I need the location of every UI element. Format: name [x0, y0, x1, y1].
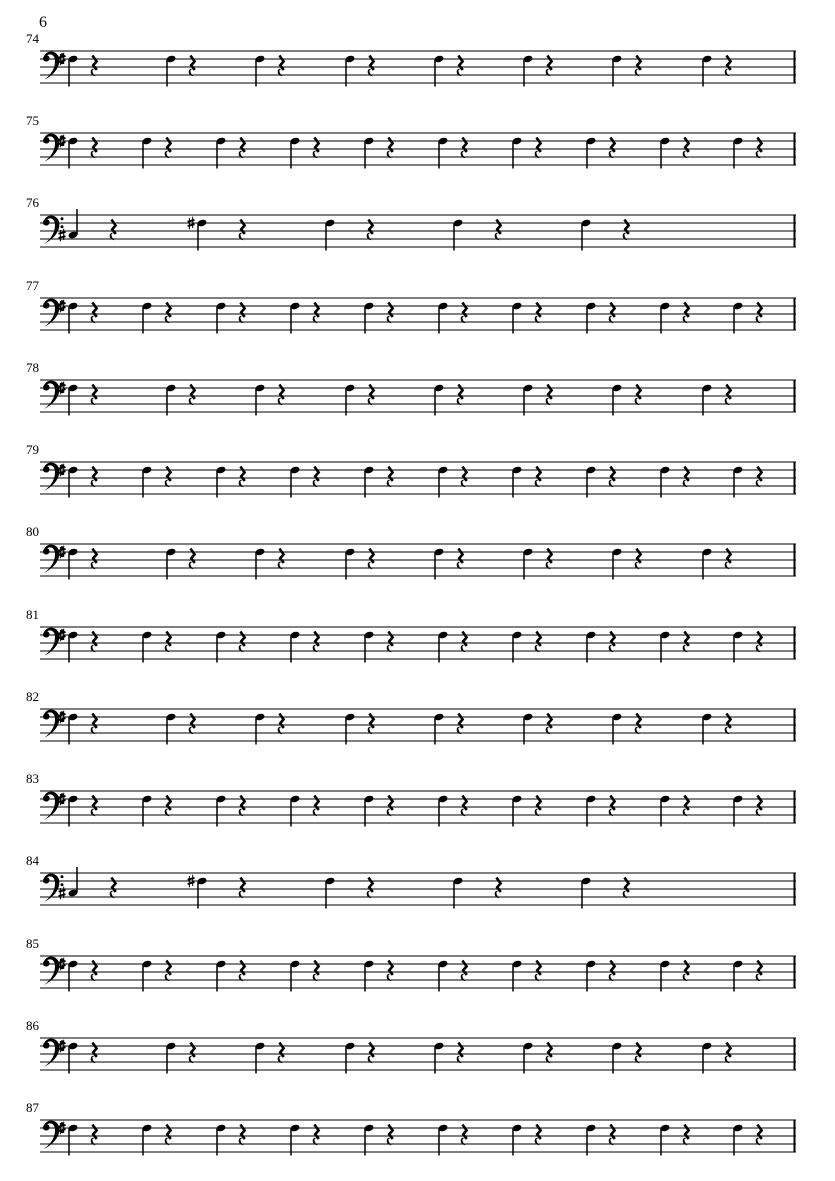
page-number: 6: [39, 14, 47, 31]
quarter-note: [733, 631, 744, 663]
quarter-note: [364, 302, 375, 334]
quarter-note: [581, 877, 592, 909]
quarter-note: [612, 1042, 623, 1074]
quarter-note: [290, 137, 301, 169]
quarter-note: [68, 209, 79, 239]
quarter-note: [290, 1124, 301, 1156]
quarter-note: [702, 713, 713, 745]
measure-number: 76: [26, 195, 39, 210]
quarter-note: [364, 1124, 375, 1156]
quarter-note: [702, 548, 713, 580]
quarter-note: [660, 302, 671, 334]
quarter-note: [345, 548, 356, 580]
quarter-note: [612, 384, 623, 416]
quarter-note: [660, 960, 671, 992]
system-measure-82: [0, 689, 835, 753]
quarter-note: [68, 631, 79, 663]
measure-number: 79: [26, 442, 39, 457]
quarter-note: [512, 302, 523, 334]
quarter-note: [68, 302, 79, 334]
quarter-note: [523, 384, 534, 416]
quarter-note: [702, 55, 713, 87]
measure-number: 78: [26, 360, 39, 375]
quarter-note: [68, 1124, 79, 1156]
quarter-note: [434, 55, 445, 87]
quarter-note: [512, 795, 523, 827]
quarter-note: [216, 631, 227, 663]
system-measure-76: [0, 195, 835, 259]
quarter-note: [733, 466, 744, 498]
quarter-note: [660, 1124, 671, 1156]
quarter-note: [142, 137, 153, 169]
staff: [0, 278, 835, 342]
quarter-note: [438, 631, 449, 663]
quarter-note: [290, 631, 301, 663]
quarter-note: [523, 548, 534, 580]
quarter-note: [142, 1124, 153, 1156]
measure-number: 74: [26, 31, 39, 46]
quarter-note: [68, 867, 79, 897]
quarter-note: [512, 466, 523, 498]
quarter-note: [581, 219, 592, 251]
quarter-note: [512, 1124, 523, 1156]
staff: [0, 524, 835, 588]
system-measure-77: [0, 278, 835, 342]
quarter-note: [166, 55, 177, 87]
quarter-note: [290, 960, 301, 992]
staff: [0, 1018, 835, 1082]
quarter-note: [68, 1042, 79, 1074]
quarter-note: [438, 466, 449, 498]
quarter-note: [68, 795, 79, 827]
staff: [0, 442, 835, 506]
quarter-note: [660, 466, 671, 498]
quarter-note: [68, 55, 79, 87]
system-measure-86: [0, 1018, 835, 1082]
quarter-note: [325, 877, 336, 909]
quarter-note: [345, 1042, 356, 1074]
quarter-note: [255, 384, 266, 416]
quarter-note: [434, 384, 445, 416]
staff: [0, 195, 835, 259]
quarter-note: [166, 1042, 177, 1074]
measure-number: 85: [26, 936, 39, 951]
quarter-note: [523, 1042, 534, 1074]
quarter-note: [612, 55, 623, 87]
measure-number: 77: [26, 278, 39, 293]
quarter-note: [142, 960, 153, 992]
quarter-note: [345, 713, 356, 745]
quarter-note: [512, 631, 523, 663]
system-measure-83: [0, 771, 835, 835]
quarter-note: [68, 137, 79, 169]
system-measure-85: [0, 936, 835, 1000]
quarter-note: [68, 548, 79, 580]
quarter-note: [733, 137, 744, 169]
staff: [0, 689, 835, 753]
quarter-note: [216, 302, 227, 334]
quarter-note: [702, 1042, 713, 1074]
quarter-note: [364, 631, 375, 663]
quarter-note: [733, 302, 744, 334]
quarter-note: [255, 713, 266, 745]
staff: [0, 936, 835, 1000]
staff: [0, 771, 835, 835]
quarter-note: [142, 466, 153, 498]
quarter-note: [612, 548, 623, 580]
measure-number: 86: [26, 1018, 39, 1033]
quarter-note: [166, 713, 177, 745]
measure-number: 84: [26, 853, 39, 868]
quarter-note: [197, 877, 208, 909]
staff: [0, 360, 835, 424]
quarter-note: [255, 548, 266, 580]
quarter-note: [586, 795, 597, 827]
quarter-note: [438, 960, 449, 992]
quarter-note: [733, 795, 744, 827]
quarter-note: [438, 137, 449, 169]
quarter-note: [512, 137, 523, 169]
quarter-note: [68, 466, 79, 498]
quarter-note: [434, 713, 445, 745]
quarter-note: [166, 548, 177, 580]
quarter-note: [733, 1124, 744, 1156]
quarter-note: [523, 713, 534, 745]
quarter-note: [586, 137, 597, 169]
quarter-note: [434, 1042, 445, 1074]
quarter-note: [438, 795, 449, 827]
measure-number: 75: [26, 113, 39, 128]
system-measure-80: [0, 524, 835, 588]
quarter-note: [364, 137, 375, 169]
quarter-note: [216, 1124, 227, 1156]
quarter-note: [438, 1124, 449, 1156]
quarter-note: [166, 384, 177, 416]
staff: [0, 607, 835, 671]
system-measure-74: [0, 31, 835, 95]
quarter-note: [586, 960, 597, 992]
quarter-note: [453, 219, 464, 251]
quarter-note: [325, 219, 336, 251]
quarter-note: [702, 384, 713, 416]
quarter-note: [660, 631, 671, 663]
quarter-note: [364, 960, 375, 992]
quarter-note: [612, 713, 623, 745]
measure-number: 82: [26, 689, 39, 704]
quarter-note: [660, 137, 671, 169]
staff: [0, 853, 835, 917]
quarter-note: [586, 1124, 597, 1156]
quarter-note: [434, 548, 445, 580]
quarter-note: [364, 466, 375, 498]
quarter-note: [255, 1042, 266, 1074]
quarter-note: [512, 960, 523, 992]
system-measure-78: [0, 360, 835, 424]
quarter-note: [345, 55, 356, 87]
staff: [0, 1100, 835, 1164]
quarter-note: [216, 466, 227, 498]
quarter-note: [290, 302, 301, 334]
quarter-note: [453, 877, 464, 909]
quarter-note: [197, 219, 208, 251]
quarter-note: [142, 631, 153, 663]
staff: [0, 113, 835, 177]
quarter-note: [255, 55, 266, 87]
quarter-note: [438, 302, 449, 334]
staff: [0, 31, 835, 95]
measure-number: 81: [26, 607, 39, 622]
quarter-note: [216, 960, 227, 992]
quarter-note: [523, 55, 534, 87]
quarter-note: [733, 960, 744, 992]
system-measure-81: [0, 607, 835, 671]
quarter-note: [142, 795, 153, 827]
quarter-note: [68, 960, 79, 992]
quarter-note: [290, 466, 301, 498]
quarter-note: [216, 795, 227, 827]
quarter-note: [68, 713, 79, 745]
quarter-note: [586, 466, 597, 498]
measure-number: 83: [26, 771, 39, 786]
quarter-note: [660, 795, 671, 827]
quarter-note: [364, 795, 375, 827]
quarter-note: [68, 384, 79, 416]
system-measure-79: [0, 442, 835, 506]
quarter-note: [142, 302, 153, 334]
quarter-note: [216, 137, 227, 169]
quarter-note: [290, 795, 301, 827]
quarter-note: [345, 384, 356, 416]
system-measure-84: [0, 853, 835, 917]
measure-number: 87: [26, 1100, 39, 1115]
quarter-note: [586, 631, 597, 663]
quarter-note: [586, 302, 597, 334]
measure-number: 80: [26, 524, 39, 539]
system-measure-75: [0, 113, 835, 177]
system-measure-87: [0, 1100, 835, 1164]
